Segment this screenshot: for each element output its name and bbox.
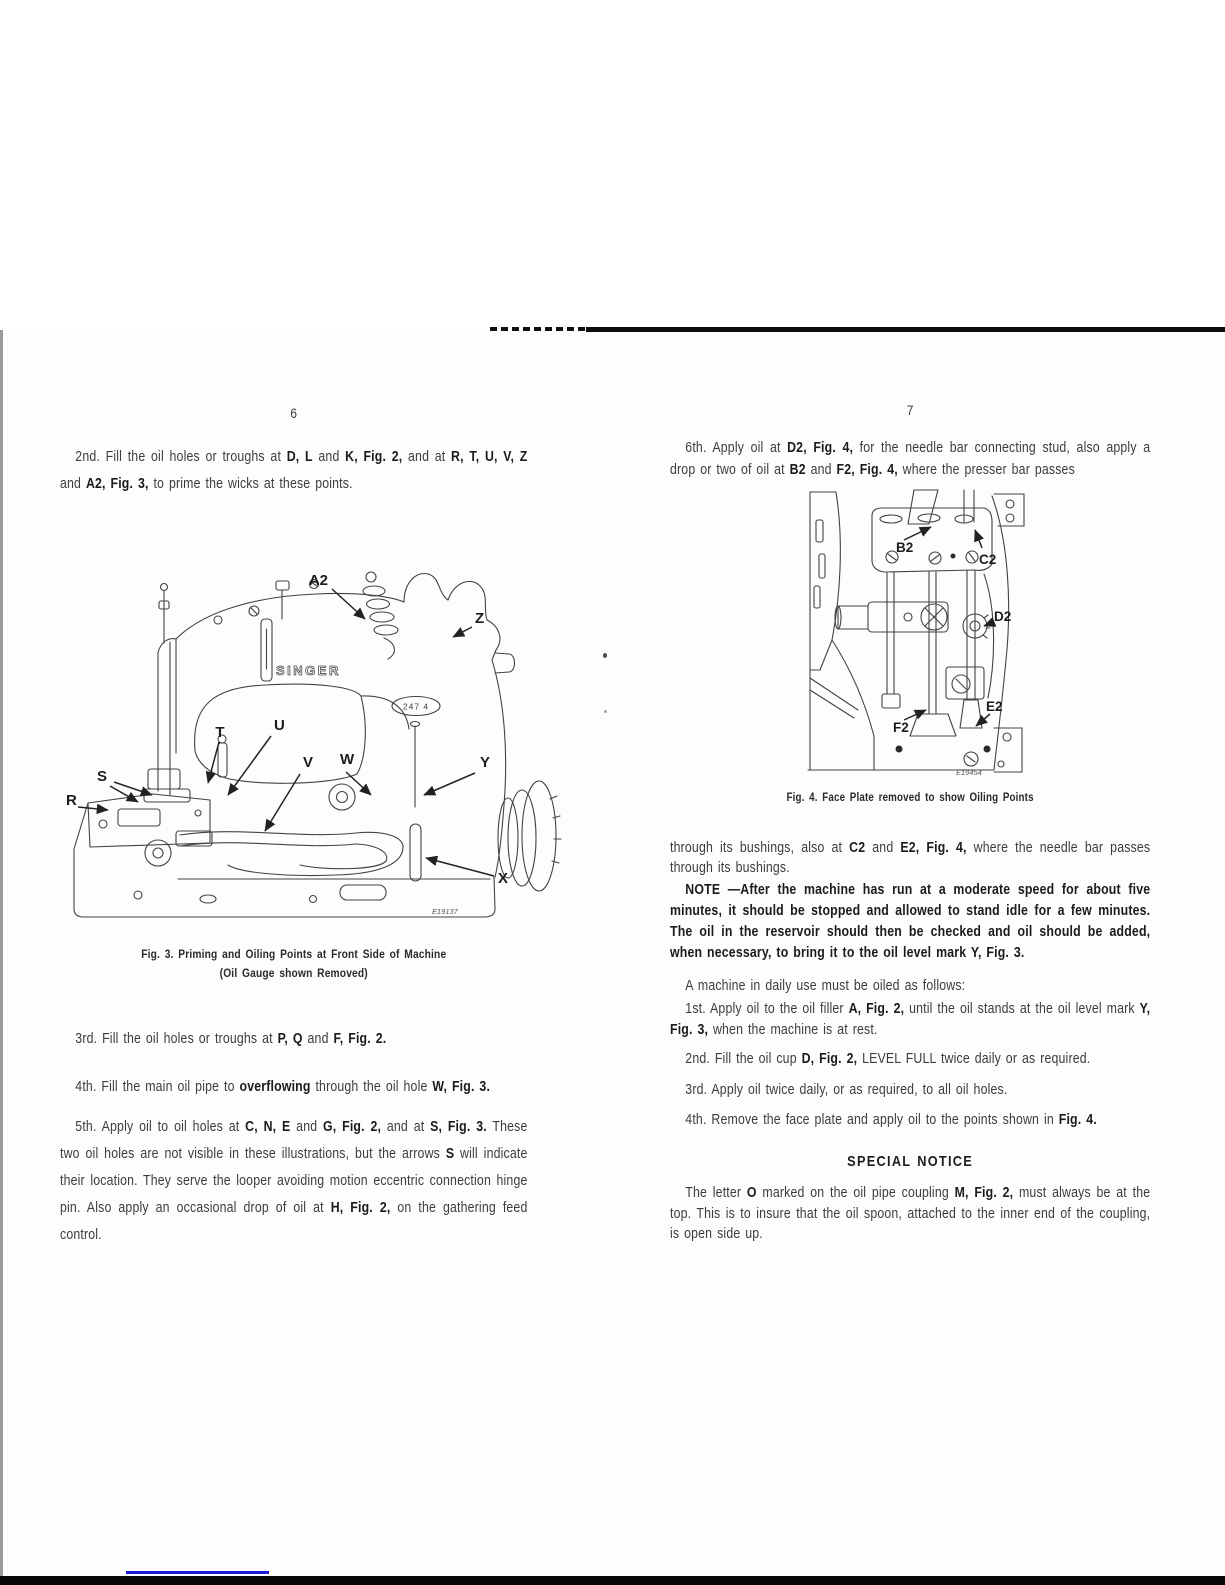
fig4-plate-number: E19454: [956, 768, 982, 777]
paragraph-3rd-left: 3rd. Fill the oil holes or troughs at P, Q and F, Fig. 2.: [75, 1031, 387, 1047]
paragraph-4th-left: 4th. Fill the main oil pipe to overflowing through the oil hole W, Fig. 3.: [75, 1079, 491, 1095]
bottom-blue-line: [126, 1571, 269, 1574]
special-notice-title: SPECIAL NOTICE: [847, 1153, 974, 1170]
top-divider-dashed: [490, 327, 586, 331]
fig3-label-v: V: [303, 754, 314, 771]
paragraph-1st-right: 1st. Apply oil to the oil filler A, Fig. 2, until the oil stands at the oil level mark Y, Fig. 3, when the machine is at rest.: [670, 1001, 1151, 1038]
fig3-label-a2: A2: [308, 572, 328, 589]
fig3-illustration: [58, 543, 558, 933]
fig3-label-z: Z: [475, 610, 485, 627]
paragraph-special-right: The letter O marked on the oil pipe coupling M, Fig. 2, must always be at the top. This is to insure that the oil spoon, attached to the inner end of the coupling, is open side up.: [670, 1185, 1151, 1242]
paragraph-4th-right: 4th. Remove the face plate and apply oil to the points shown in Fig. 4.: [685, 1112, 1097, 1128]
fig3-model-badge: 247 4: [402, 701, 430, 712]
fig3-label-w: W: [340, 751, 355, 768]
paragraph-2nd-right: 2nd. Fill the oil cup D, Fig. 2, LEVEL FULL twice daily or as required.: [685, 1051, 1091, 1067]
fig3-label-s: S: [96, 768, 108, 785]
paragraph-note-right: NOTE —After the machine has run at a moderate speed for about five minutes, it should be stopped and allowed to stand idle for a few minutes. The oil in the reservoir should then be checked and oil should be added, when necessary, to bring it to the oil level mark Y, Fig. 3.: [670, 882, 1151, 961]
fig4-label-c2: C2: [979, 552, 997, 567]
fig4-illustration: [798, 478, 1028, 778]
fig3-label-y: Y: [480, 754, 491, 771]
fig3-label-x: X: [498, 870, 509, 887]
paragraph-daily-right: A machine in daily use must be oiled as follows:: [685, 978, 966, 994]
bottom-black-band: [0, 1576, 1225, 1585]
fig4-caption: Fig. 4. Face Plate removed to show Oiling Points: [786, 792, 1034, 804]
fig4-faceplate-line-art: [808, 490, 1024, 772]
paragraph-5th-left: 5th. Apply oil to oil holes at C, N, E and G, Fig. 2, and at S, Fig. 3. These two oil holes are not visible in these illustrations, but the arrows S will indicate their location. They serve the looper avoiding motion eccentric connection hinge pin. Also apply an occasional drop of oil at H, Fig. 2, on the gathering feed control.: [60, 1119, 528, 1243]
fig3-label-u: U: [274, 717, 285, 734]
page-number-right: 7: [906, 402, 914, 418]
fig3-caption: [60, 945, 528, 982]
scan-left-edge: [0, 330, 3, 1585]
fig4-label-d2: D2: [994, 609, 1012, 624]
fig3-labels: [66, 572, 508, 916]
fig3-caption-line1: Fig. 3. Priming and Oiling Points at Front Side of Machine: [141, 947, 447, 961]
page-number-left: 6: [290, 405, 298, 421]
fig3-label-t: T: [215, 724, 225, 741]
fig3-singer-logo: SINGER: [276, 663, 341, 678]
fig4-label-f2: F2: [893, 720, 909, 735]
paragraph-6th-right: 6th. Apply oil at D2, Fig. 4, for the needle bar connecting stud, also apply a drop or two of oil at B2 and F2, Fig. 4, where the presser bar passes: [670, 440, 1151, 478]
fig3-label-r: R: [66, 792, 77, 809]
fig3-machine-line-art: [74, 572, 561, 917]
scan-speck: [603, 653, 607, 658]
fig4-label-b2: B2: [896, 540, 914, 555]
scan-speck: [604, 710, 607, 713]
fig4-label-e2: E2: [986, 699, 1003, 714]
paragraph-3rd-right: 3rd. Apply oil twice daily, or as required, to all oil holes.: [685, 1082, 1008, 1098]
paragraph-bushings-right: through its bushings, also at C2 and E2, Fig. 4, where the needle bar passes through its bushings.: [670, 840, 1151, 876]
fig3-caption-line2: (Oil Gauge shown Removed): [219, 965, 368, 980]
fig3-arrows: [78, 589, 494, 876]
top-divider-solid: [586, 327, 1225, 332]
fig3-plate-number: E19137: [432, 907, 458, 916]
paragraph-2nd-left: 2nd. Fill the oil holes or troughs at D, L and K, Fig. 2, and at R, T, U, V, Z and A2, Fig. 3, to prime the wicks at these points.: [60, 449, 528, 492]
